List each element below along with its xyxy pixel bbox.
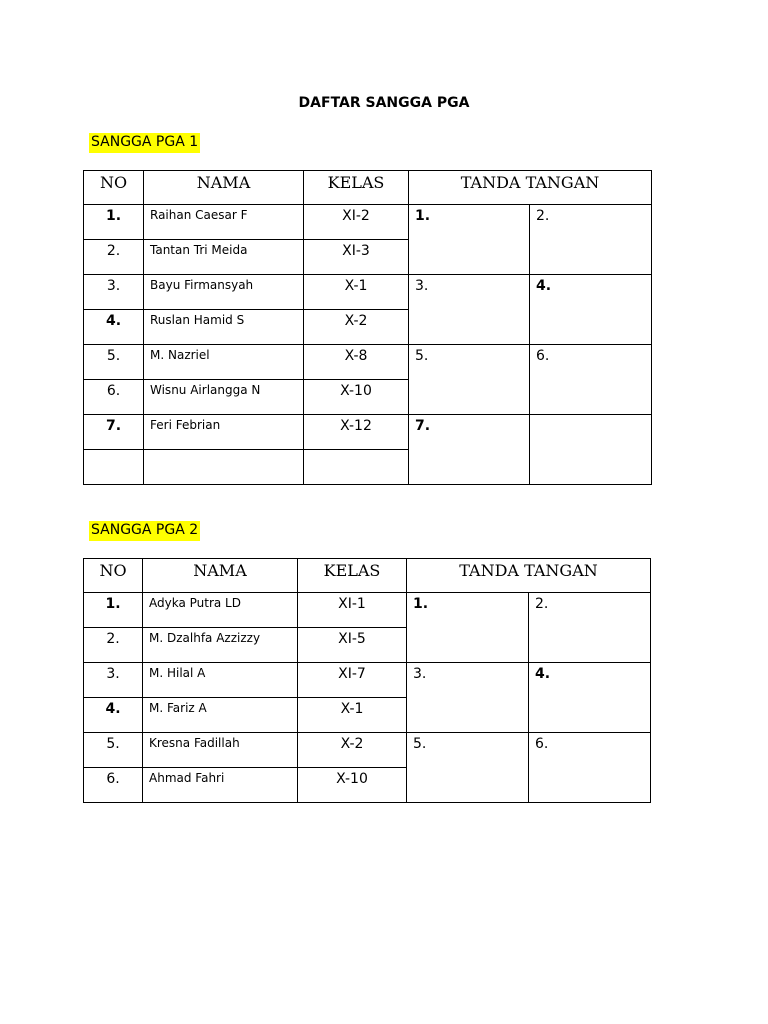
signature-cell[interactable]: 2.: [529, 593, 651, 663]
table-row: [84, 593, 651, 628]
signature-cell[interactable]: 1.: [409, 205, 530, 275]
table-row: [84, 663, 651, 698]
row-nama: Tantan Tri Meida: [144, 240, 304, 275]
row-no: 5.: [84, 345, 144, 380]
row-no: 4.: [84, 310, 144, 345]
row-kelas: XI-7: [298, 663, 407, 698]
row-kelas: XI-2: [304, 205, 409, 240]
row-no: 3.: [84, 663, 143, 698]
row-no: 1.: [84, 593, 143, 628]
row-no: 2.: [84, 240, 144, 275]
document-title: DAFTAR SANGGA PGA: [298, 95, 470, 111]
table-pga-2: [83, 558, 651, 803]
row-kelas: X-1: [298, 698, 407, 733]
table-row: [84, 415, 652, 450]
header-no: NO: [84, 559, 143, 593]
row-kelas: X-10: [298, 768, 407, 803]
row-kelas: X-1: [304, 275, 409, 310]
row-nama: M. Fariz A: [143, 698, 298, 733]
signature-cell[interactable]: 4.: [529, 663, 651, 733]
row-kelas: X-2: [298, 733, 407, 768]
section-label-pga-2: SANGGA PGA 2: [89, 521, 200, 541]
signature-cell[interactable]: 6.: [530, 345, 652, 415]
table-row: [84, 733, 651, 768]
signature-cell[interactable]: 7.: [409, 415, 530, 485]
row-nama: Raihan Caesar F: [144, 205, 304, 240]
header-nama: NAMA: [144, 171, 304, 205]
row-no: 3.: [84, 275, 144, 310]
signature-cell[interactable]: 2.: [530, 205, 652, 275]
table-header-row: [84, 171, 652, 205]
header-nama: NAMA: [143, 559, 298, 593]
row-kelas: X-2: [304, 310, 409, 345]
row-no: 5.: [84, 733, 143, 768]
row-kelas: X-10: [304, 380, 409, 415]
header-no: NO: [84, 171, 144, 205]
signature-cell[interactable]: 5.: [409, 345, 530, 415]
signature-cell[interactable]: 6.: [529, 733, 651, 803]
header-kelas: KELAS: [304, 171, 409, 205]
row-no: 7.: [84, 415, 144, 450]
row-nama: Kresna Fadillah: [143, 733, 298, 768]
table-row: [84, 275, 652, 310]
row-nama: Bayu Firmansyah: [144, 275, 304, 310]
row-nama: M. Dzalhfa Azzizzy: [143, 628, 298, 663]
signature-cell[interactable]: [530, 415, 652, 485]
row-nama: M. Hilal A: [143, 663, 298, 698]
section-label-pga-1: SANGGA PGA 1: [89, 133, 200, 153]
row-nama: Adyka Putra LD: [143, 593, 298, 628]
row-no: 6.: [84, 768, 143, 803]
row-kelas: XI-3: [304, 240, 409, 275]
signature-cell[interactable]: 5.: [407, 733, 529, 803]
row-nama: Ruslan Hamid S: [144, 310, 304, 345]
row-no: [84, 450, 144, 485]
row-nama: Ahmad Fahri: [143, 768, 298, 803]
header-tanda-tangan: TANDA TANGAN: [409, 171, 652, 205]
row-nama: Wisnu Airlangga N: [144, 380, 304, 415]
table-row: [84, 205, 652, 240]
row-nama: M. Nazriel: [144, 345, 304, 380]
signature-cell[interactable]: 4.: [530, 275, 652, 345]
row-nama: Feri Febrian: [144, 415, 304, 450]
row-no: 2.: [84, 628, 143, 663]
row-kelas: [304, 450, 409, 485]
signature-cell[interactable]: 1.: [407, 593, 529, 663]
table-header-row: [84, 559, 651, 593]
header-kelas: KELAS: [298, 559, 407, 593]
row-nama: [144, 450, 304, 485]
header-tanda-tangan: TANDA TANGAN: [407, 559, 651, 593]
row-no: 6.: [84, 380, 144, 415]
row-no: 1.: [84, 205, 144, 240]
row-kelas: X-12: [304, 415, 409, 450]
signature-cell[interactable]: 3.: [409, 275, 530, 345]
table-pga-1: [83, 170, 652, 485]
row-no: 4.: [84, 698, 143, 733]
row-kelas: X-8: [304, 345, 409, 380]
signature-cell[interactable]: 3.: [407, 663, 529, 733]
row-kelas: XI-1: [298, 593, 407, 628]
row-kelas: XI-5: [298, 628, 407, 663]
table-row: [84, 345, 652, 380]
